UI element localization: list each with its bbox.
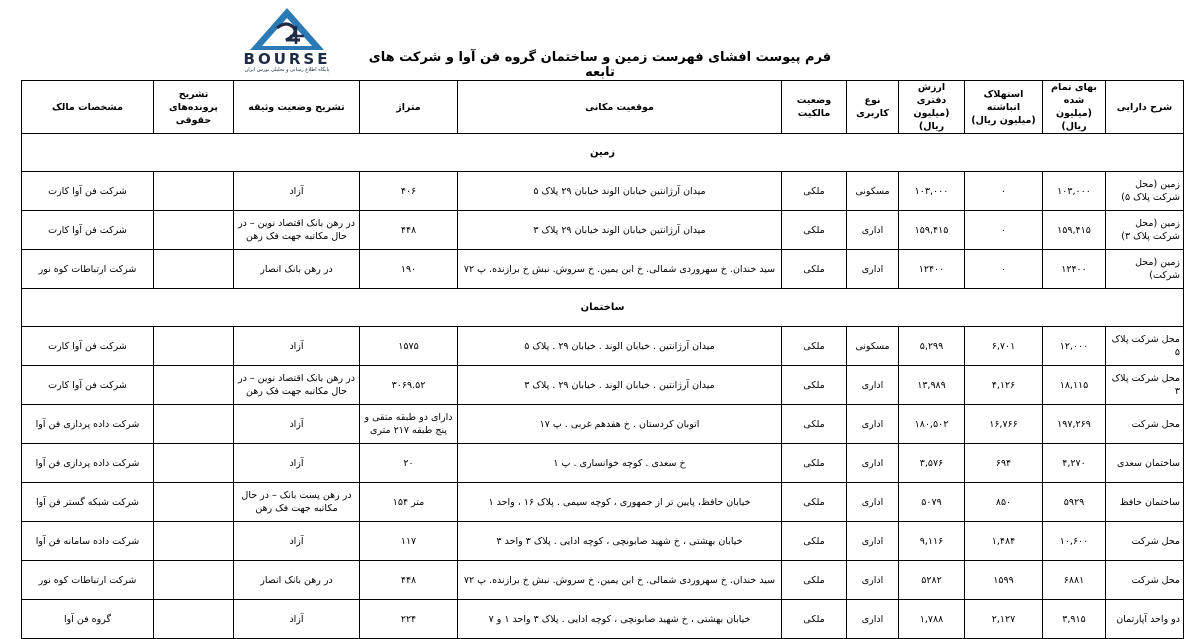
cell-area: ۴۴۸ [360,211,458,250]
section-title: ساختمان [22,289,1184,327]
cell-book-value: ۹,۱۱۶ [899,522,965,561]
cell-usage: مسکونی [847,327,899,366]
cell-asset: محل شرکت پلاک ۳ [1106,366,1184,405]
cell-legal-cases [154,522,234,561]
cell-ownership: ملکی [782,211,847,250]
cell-legal-cases [154,172,234,211]
header-usage: نوع کاربری [847,81,899,134]
cell-collateral-status: آزاد [234,405,360,444]
cell-depreciation: ۶,۷۰۱ [965,327,1043,366]
cell-book-value: ۱۳,۹۸۹ [899,366,965,405]
cell-usage: مسکونی [847,172,899,211]
cell-depreciation: ۱۶,۷۶۶ [965,405,1043,444]
cell-collateral-status: در رهن بانک انصار [234,561,360,600]
cell-depreciation: ۴,۱۲۶ [965,366,1043,405]
cell-legal-cases [154,405,234,444]
header-owner: مشخصات مالک [22,81,154,134]
cell-legal-cases [154,483,234,522]
cell-location: میدان آرژانتین خیابان الوند خیابان ۲۹ پلاک ۳ [458,211,782,250]
cell-owner: شرکت داده سامانه فن آوا [22,522,154,561]
table-body [22,134,1184,639]
cell-location: خیابان بهشتی ، خ شهید صابونچی ، کوچه ادایی . پلاک ۳ واحد ۱ و ۷ [458,600,782,639]
cell-location: خیابان بهشتی ، خ شهید صابونچی ، کوچه ادایی . پلاک ۳ واحد ۳ [458,522,782,561]
cell-depreciation: ۱,۴۸۴ [965,522,1043,561]
cell-owner: شرکت شبکه گستر فن آوا [22,483,154,522]
cell-cost: ۱۰,۶۰۰ [1043,522,1106,561]
cell-owner: گروه فن آوا [22,600,154,639]
cell-asset: محل شرکت پلاک ۵ [1106,327,1184,366]
cell-book-value: ۱,۷۸۸ [899,600,965,639]
cell-asset: زمین (محل شرکت پلاک ۵) [1106,172,1184,211]
cell-cost: ۱۹۷,۲۶۹ [1043,405,1106,444]
cell-location: میدان آرژانتین . خیابان الوند . خیابان ۲۹ . پلاک ۵ [458,327,782,366]
cell-usage: اداری [847,600,899,639]
cell-asset: ساختمان سعدی [1106,444,1184,483]
cell-book-value: ۵۲۸۲ [899,561,965,600]
cell-book-value: ۳,۵۷۶ [899,444,965,483]
cell-legal-cases [154,600,234,639]
cell-book-value: ۵۰۷۹ [899,483,965,522]
cell-asset: زمین (محل شرکت) [1106,250,1184,289]
cell-depreciation: ۲,۱۲۷ [965,600,1043,639]
table-row [22,444,1184,483]
cell-area: ۳۰۶۹.۵۲ [360,366,458,405]
cell-ownership: ملکی [782,444,847,483]
cell-depreciation: ۶۹۴ [965,444,1043,483]
cell-legal-cases [154,444,234,483]
cell-ownership: ملکی [782,172,847,211]
header-ownership: وضعیت مالکیت [782,81,847,134]
cell-asset: محل شرکت [1106,405,1184,444]
table-row [22,366,1184,405]
table-row [22,483,1184,522]
cell-ownership: ملکی [782,366,847,405]
cell-asset: محل شرکت [1106,561,1184,600]
cell-location: سید خندان. خ سهروردی شمالی. خ ابن یمین. خ سروش. نبش خ برازنده. پ ۷۲ [458,250,782,289]
cell-area: ۴۰۶ [360,172,458,211]
cell-depreciation: ۱۵۹۹ [965,561,1043,600]
cell-asset: ساختمان حافظ [1106,483,1184,522]
cell-area: ۱۹۰ [360,250,458,289]
cell-cost: ۱۵۹,۴۱۵ [1043,211,1106,250]
cell-collateral-status: آزاد [234,172,360,211]
header-location: موقعیت مکانی [458,81,782,134]
logo-word: BOURSE [243,50,331,68]
cell-collateral-status: آزاد [234,444,360,483]
header-collateral-status: تشریح وضعیت وثیقه [234,81,360,134]
cell-usage: اداری [847,483,899,522]
cell-owner: شرکت ارتباطات کوه نور [22,561,154,600]
cell-collateral-status: آزاد [234,327,360,366]
cell-collateral-status: در رهن بانک اقتصاد نوین – در حال مکاتبه جهت فک رهن [234,366,360,405]
cell-location: خیابان حافظ، پایین تر از جمهوری ، کوچه سیمی . پلاک ۱۶ ، واحد ۱ [458,483,782,522]
cell-asset: محل شرکت [1106,522,1184,561]
cell-owner: شرکت داده پردازی فن آوا [22,405,154,444]
table-row [22,250,1184,289]
header-row [22,81,1184,134]
cell-cost: ۱۸,۱۱۵ [1043,366,1106,405]
cell-depreciation: ۸۵۰ [965,483,1043,522]
cell-depreciation: ۰ [965,172,1043,211]
cell-usage: اداری [847,366,899,405]
cell-legal-cases [154,561,234,600]
header-asset: شرح دارایی [1106,81,1184,134]
cell-ownership: ملکی [782,483,847,522]
cell-cost: ۶۸۸۱ [1043,561,1106,600]
bourse-logo [228,6,346,78]
table-row [22,211,1184,250]
table-row [22,561,1184,600]
cell-ownership: ملکی [782,250,847,289]
logo-subtitle: پایگاه اطلاع رسانی و تحلیلی بورس ایران [244,67,330,73]
cell-ownership: ملکی [782,405,847,444]
cell-owner: شرکت فن آوا کارت [22,211,154,250]
table-row [22,522,1184,561]
section-title: زمین [22,134,1184,172]
cell-owner: شرکت ارتباطات کوه نور [22,250,154,289]
cell-collateral-status: آزاد [234,600,360,639]
cell-cost: ۱۰۳,۰۰۰ [1043,172,1106,211]
cell-asset: دو واحد آپارتمان [1106,600,1184,639]
section-row [22,134,1184,172]
cell-usage: اداری [847,522,899,561]
cell-book-value: ۱۵۹,۴۱۵ [899,211,965,250]
header-cost: بهای تمام شده (میلیون ریال) [1043,81,1106,134]
asset-table [21,80,1184,639]
cell-area: دارای دو طبقه متقی و پنج طبقه ۲۱۷ متری [360,405,458,444]
header-book-value: ارزش دفتری (میلیون ریال) [899,81,965,134]
cell-usage: اداری [847,211,899,250]
cell-book-value: ۱۲۴۰۰ [899,250,965,289]
cell-book-value: ۵,۲۹۹ [899,327,965,366]
table-row [22,172,1184,211]
cell-legal-cases [154,366,234,405]
cell-ownership: ملکی [782,327,847,366]
cell-legal-cases [154,250,234,289]
cell-legal-cases [154,211,234,250]
cell-location: میدان آرژانتین خیابان الوند خیابان ۲۹ پلاک ۵ [458,172,782,211]
cell-asset: زمین (محل شرکت پلاک ۳) [1106,211,1184,250]
header-depreciation: استهلاک انباشته (میلیون ریال) [965,81,1043,134]
section-row [22,289,1184,327]
header-legal-cases: تشریح پرونده‌های حقوقی [154,81,234,134]
cell-area: ۴۴۸ [360,561,458,600]
cell-depreciation: ۰ [965,250,1043,289]
cell-location: خ سعدی . کوچه خوانساری . پ ۱ [458,444,782,483]
cell-collateral-status: در رهن پست بانک – در حال مکاتبه جهت فک رهن [234,483,360,522]
cell-legal-cases [154,327,234,366]
cell-area: ۱۵۷۵ [360,327,458,366]
cell-book-value: ۱۰۳,۰۰۰ [899,172,965,211]
cell-location: میدان آرژانتین . خیابان الوند . خیابان ۲۹ . پلاک ۳ [458,366,782,405]
cell-cost: ۵۹۲۹ [1043,483,1106,522]
header-area: متراژ [360,81,458,134]
cell-owner: شرکت فن آوا کارت [22,366,154,405]
cell-collateral-status: در رهن بانک انصار [234,250,360,289]
cell-ownership: ملکی [782,600,847,639]
cell-ownership: ملکی [782,561,847,600]
table-row [22,600,1184,639]
page-title: فرم پیوست افشای فهرست زمین و ساختمان گروه فن آوا و شرکت های تابعه [368,50,832,80]
cell-cost: ۳,۹۱۵ [1043,600,1106,639]
cell-collateral-status: آزاد [234,522,360,561]
cell-usage: اداری [847,405,899,444]
cell-cost: ۱۲,۰۰۰ [1043,327,1106,366]
cell-usage: اداری [847,444,899,483]
cell-cost: ۱۲۴۰۰ [1043,250,1106,289]
cell-owner: شرکت داده پردازی فن آوا [22,444,154,483]
table-row [22,327,1184,366]
cell-owner: شرکت فن آوا کارت [22,327,154,366]
cell-area: ۲۰ [360,444,458,483]
cell-owner: شرکت فن آوا کارت [22,172,154,211]
cell-location: اتوبان کردستان . خ هفدهم غربی . پ ۱۷ [458,405,782,444]
cell-cost: ۴,۲۷۰ [1043,444,1106,483]
bourse-logo-mark-icon [228,6,346,52]
cell-area: ۱۱۷ [360,522,458,561]
cell-usage: اداری [847,561,899,600]
cell-book-value: ۱۸۰,۵۰۲ [899,405,965,444]
cell-area: متر ۱۵۴ [360,483,458,522]
cell-ownership: ملکی [782,522,847,561]
cell-depreciation: ۰ [965,211,1043,250]
cell-location: سید خندان. خ سهروردی شمالی. خ ابن یمین. خ سروش. نبش خ برازنده. پ ۷۲ [458,561,782,600]
cell-area: ۲۲۴ [360,600,458,639]
table-row [22,405,1184,444]
cell-usage: اداری [847,250,899,289]
cell-collateral-status: در رهن بانک اقتصاد نوین – در حال مکاتبه جهت فک رهن [234,211,360,250]
